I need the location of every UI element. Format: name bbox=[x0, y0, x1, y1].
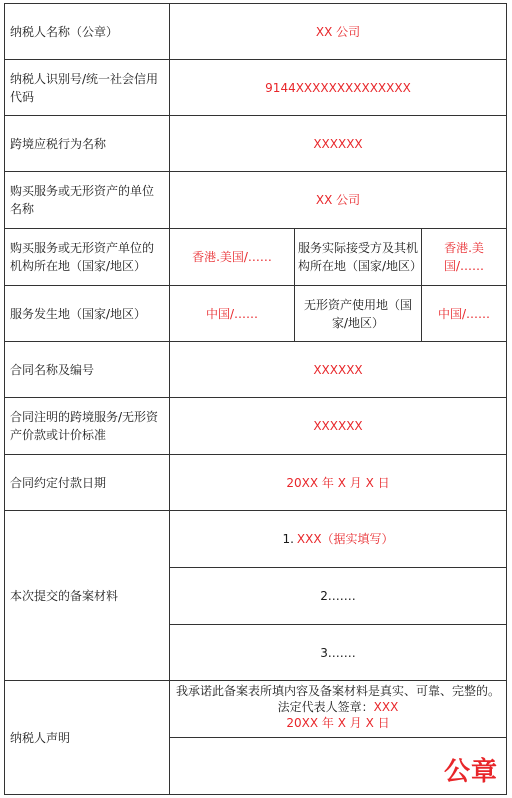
payment-date-label: 合同约定付款日期 bbox=[4, 454, 170, 511]
company-seal-mark: 公章 bbox=[444, 757, 499, 787]
tax-id-label: 纳税人识别号/统一社会信用代码 bbox=[4, 59, 170, 116]
cross-border-act-label: 跨境应税行为名称 bbox=[4, 115, 170, 172]
intangible-use-location-value: 中国/…… bbox=[421, 285, 507, 342]
declaration-date: 20XX 年 X 月 X 日 bbox=[286, 716, 390, 730]
declaration-statement-cell bbox=[169, 680, 507, 738]
cross-border-act-value: XXXXXX bbox=[169, 115, 507, 172]
filing-form-table bbox=[4, 3, 507, 795]
buyer-unit-value: XX 公司 bbox=[169, 171, 507, 229]
contract-name-value: XXXXXX bbox=[169, 341, 507, 398]
materials-item-3: 3.…… bbox=[169, 624, 507, 681]
taxpayer-name-value: XX 公司 bbox=[169, 3, 507, 60]
contract-name-label: 合同名称及编号 bbox=[4, 341, 170, 398]
materials-item-2: 2.…… bbox=[169, 567, 507, 625]
service-receiver-location-value: 香港.美国/…… bbox=[421, 228, 507, 286]
materials-item-1-text: XXX（据实填写） bbox=[296, 532, 394, 546]
payment-date-value: 20XX 年 X 月 X 日 bbox=[169, 454, 507, 511]
materials-label: 本次提交的备案材料 bbox=[4, 510, 170, 681]
service-location-value: 中国/…… bbox=[169, 285, 295, 342]
intangible-use-location-label: 无形资产使用地（国家/地区） bbox=[294, 285, 422, 342]
buyer-location-value: 香港.美国/…… bbox=[169, 228, 295, 286]
declaration-signer: XXX bbox=[373, 700, 399, 714]
service-receiver-location-label: 服务实际接受方及其机构所在地（国家/地区） bbox=[294, 228, 422, 286]
declaration-statement: 我承诺此备案表所填内容及备案材料是真实、可靠、完整的。 法定代表人签章： bbox=[175, 684, 500, 714]
contract-price-label: 合同注明的跨境服务/无形资产价款或计价标准 bbox=[4, 397, 170, 455]
buyer-location-label: 购买服务或无形资产单位的机构所在地（国家/地区） bbox=[4, 228, 170, 286]
declaration-label: 纳税人声明 bbox=[4, 680, 170, 795]
materials-item-1 bbox=[169, 510, 507, 568]
contract-price-value: XXXXXX bbox=[169, 397, 507, 455]
buyer-unit-label: 购买服务或无形资产的单位名称 bbox=[4, 171, 170, 229]
taxpayer-name-label: 纳税人名称（公章） bbox=[4, 3, 170, 60]
tax-id-value: 9144XXXXXXXXXXXXXX bbox=[169, 59, 507, 116]
service-location-label: 服务发生地（国家/地区） bbox=[4, 285, 170, 342]
materials-item-1-number: 1. bbox=[282, 532, 294, 546]
